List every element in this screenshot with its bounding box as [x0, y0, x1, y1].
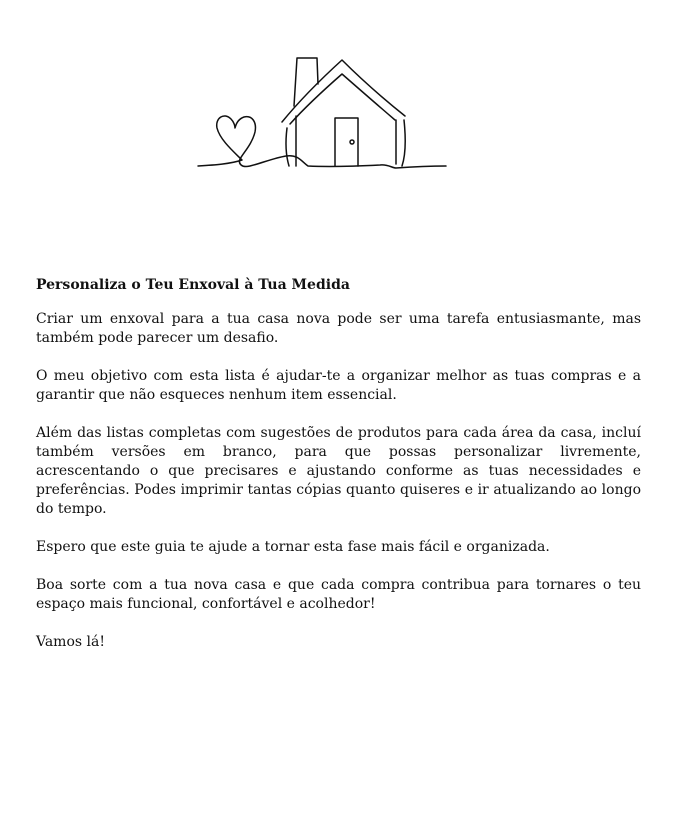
paragraph-intro: Criar um enxoval para a tua casa nova pode ser uma tarefa entusiasmante, mas também pode parecer um desafio. — [36, 311, 641, 346]
paragraph-hope: Espero que este guia te ajude a tornar esta fase mais fácil e organizada. — [36, 539, 550, 555]
house-heart-line-art-icon — [190, 44, 450, 184]
document-title: Personaliza o Teu Enxoval à Tua Medida — [36, 277, 350, 293]
paragraph-closing: Vamos lá! — [36, 634, 105, 650]
paragraph-lists: Além das listas completas com sugestões de produtos para cada área da casa, incluí também versões em branco, para que possas personalizar livremente, acrescentando o que precisares e ajustando conforme as tuas necessidades e preferências. Podes imprimir tantas cópias quanto quiseres e ir atualizando ao longo do tempo. — [36, 425, 641, 517]
paragraph-objective: O meu objetivo com esta lista é ajudar-te a organizar melhor as tuas compras e a garantir que não esqueces nenhum item essencial. — [36, 368, 641, 403]
paragraph-good-luck: Boa sorte com a tua nova casa e que cada compra contribua para tornares o teu espaço mais funcional, confortável e acolhedor! — [36, 577, 641, 612]
document-body — [36, 276, 641, 671]
